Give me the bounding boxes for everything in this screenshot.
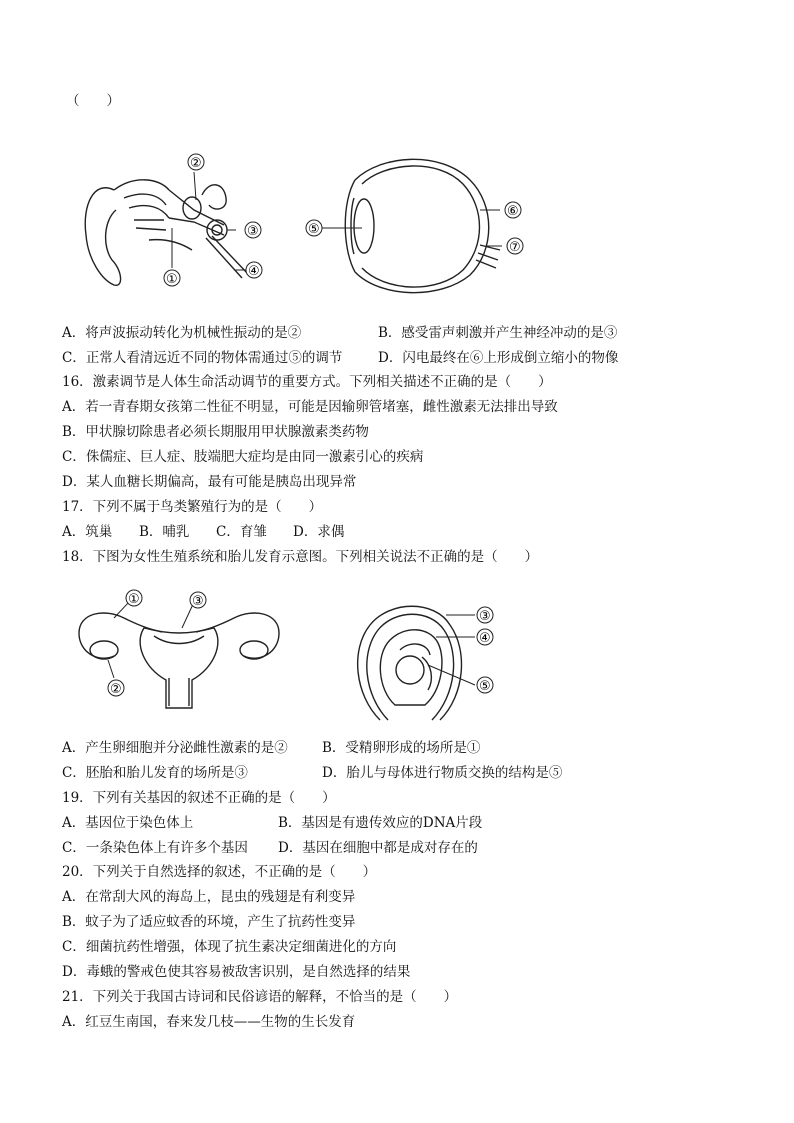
uterus-label-1: ①: [128, 592, 140, 607]
question-17-option-c: C．育雏: [216, 524, 267, 540]
question-18-option-c: C．胚胎和胎儿发育的场所是③: [62, 765, 248, 781]
question-15-option-a: A．将声波振动转化为机械性振动的是②: [62, 325, 302, 341]
question-19-option-b: B．基因是有遗传效应的DNA片段: [278, 815, 483, 831]
question-16-option-b: B．甲状腺切除患者必须长期服用甲状腺激素类药物: [62, 424, 369, 440]
question-16-option-a: A．若一青春期女孩第二性征不明显，可能是因输卵管堵塞，雌性激素无法排出导致: [62, 399, 558, 415]
question-17-stem: 17．下列不属于鸟类繁殖行为的是（ ）: [62, 499, 323, 515]
question-16-option-d: D．某人血糖长期偏高，最有可能是胰岛出现异常: [62, 474, 357, 490]
fetus-label-4: ④: [479, 631, 491, 646]
question-18-stem: 18．下图为女性生殖系统和胎儿发育示意图。下列相关说法不正确的是（ ）: [62, 549, 539, 565]
uterus-label-3: ③: [192, 594, 204, 609]
question-16-stem: 16．激素调节是人体生命活动调节的重要方式。下列相关描述不正确的是（ ）: [62, 374, 552, 390]
fetus-diagram: [350, 595, 510, 725]
female-reproductive-diagram: [74, 588, 284, 718]
question-19-option-a: A．基因位于染色体上: [62, 815, 194, 831]
question-17-option-a: A．筑巢: [62, 524, 113, 540]
question-18-option-a: A．产生卵细胞并分泌雌性激素的是②: [62, 740, 288, 756]
question-17-option-d: D．求偶: [293, 524, 345, 540]
question-15-option-b: B．感受雷声刺激并产生神经冲动的是③: [378, 325, 618, 341]
question-19-option-d: D．基因在细胞中都是成对存在的: [278, 840, 478, 856]
uterus-label-2: ②: [110, 682, 122, 697]
eye-diagram: [300, 150, 530, 300]
question-19-option-c: C．一条染色体上有许多个基因: [62, 840, 248, 856]
ear-label-4: ④: [248, 264, 260, 279]
eye-label-5: ⑤: [308, 222, 320, 237]
question-21-stem: 21．下列关于我国古诗词和民俗谚语的解释，不恰当的是（ ）: [62, 989, 458, 1005]
question-15-option-d: D．闪电最终在⑥上形成倒立缩小的物像: [378, 350, 619, 366]
question-18-option-d: D．胎儿与母体进行物质交换的结构是⑤: [322, 765, 563, 781]
question-20-option-b: B．蚊子为了适应蚊香的环境，产生了抗药性变异: [62, 914, 356, 930]
question-20-stem: 20．下列关于自然选择的叙述，不正确的是（ ）: [62, 864, 377, 880]
question-21-option-a: A．红豆生南国，春来发几枝——生物的生长发育: [62, 1014, 356, 1030]
ear-label-3: ③: [247, 224, 259, 239]
ear-label-1: ①: [166, 272, 178, 287]
question-20-option-c: C．细菌抗药性增强，体现了抗生素决定细菌进化的方向: [62, 939, 397, 955]
ear-label-2: ②: [190, 156, 202, 171]
eye-label-6: ⑥: [507, 204, 519, 219]
fetus-label-3: ③: [479, 609, 491, 624]
question-15-stem-tail: （ ）: [66, 93, 120, 109]
eye-label-7: ⑦: [509, 240, 521, 255]
question-15-option-c: C．正常人看清远近不同的物体需通过⑤的调节: [62, 350, 343, 366]
ear-diagram: [74, 150, 274, 290]
question-16-option-c: C．侏儒症、巨人症、肢端肥大症均是由同一激素引心的疾病: [62, 449, 424, 465]
question-17-option-b: B．哺乳: [139, 524, 190, 540]
fetus-label-5: ⑤: [479, 679, 491, 694]
question-19-stem: 19．下列有关基因的叙述不正确的是（ ）: [62, 790, 336, 806]
question-18-option-b: B．受精卵形成的场所是①: [322, 740, 481, 756]
question-20-option-a: A．在常刮大风的海岛上，昆虫的残翅是有利变异: [62, 889, 356, 905]
question-20-option-d: D．毒蛾的警戒色使其容易被敌害识别，是自然选择的结果: [62, 964, 411, 980]
